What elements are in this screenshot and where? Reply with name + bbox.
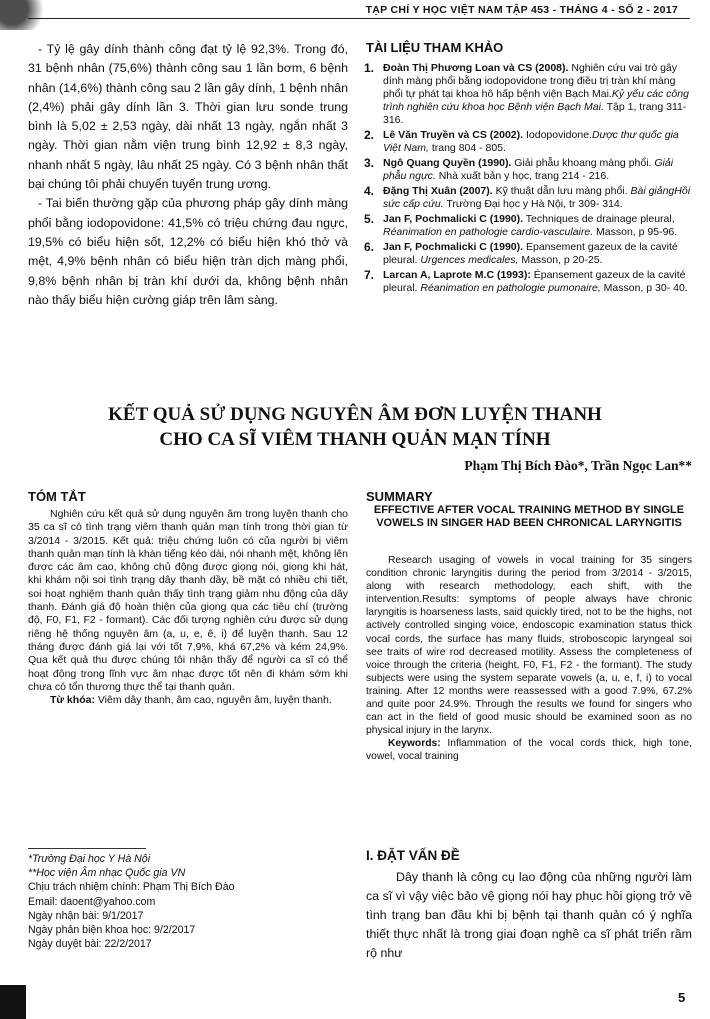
reference-item: 7. Larcan A, Laprote M.C (1993): Épansement gazeux de la cavité pleural. Réanimation en pathologie pumonaire, Masson, p 30- 40. bbox=[364, 268, 688, 294]
footnote: Email: daoent@yahoo.com bbox=[28, 895, 156, 908]
footnote: **Học viện Âm nhạc Quốc gia VN bbox=[28, 867, 186, 880]
summary-heading: SUMMARY bbox=[366, 489, 433, 504]
paragraph: Research usaging of vowels in vocal training for 35 singers condition chronic laryngitis during the period from 3/2014 - 3/2015, along with research methodology, each shift, with the intervention.Results: symptoms of people always have chronic laryngitis is hoarseness lasts, said quickly tired, not to be the highs, not actively controlled singing voice, endoscopic examination status thick vocal cords, the surface has many fluids, stroboscopic laryngeal soi see traits of wire rod decreased motility. Assess the completeness of voice through the criteria (height, F0, F1, F2 - the formant). The study subjects were using the system separate vowels (a, u, e, f, i) to vocal training. After 12 months were reassessed with a good 7.9%, 67.2% and quite poor 24.9%. Through the results we found for singers who can act in the field of good music should be examined soon as no physical injury in the larynx. bbox=[366, 555, 692, 737]
reference-item: 5. Jan F, Pochmalicki C (1990). Techniques de drainage pleural, Réanimation en pathologie cardio-vasculaire. Masson, p 95-96. bbox=[364, 212, 678, 238]
paragraph: - Tỷ lệ gây dính thành công đạt tỷ lệ 92,3%. Trong đó, 31 bệnh nhân (75,6%) thành công sau 1 lần bơm, 6 bệnh nhân (14,6%) thành công sau 2 lần gây dính, 1 bệnh nhân (2,4%) phải gây dính lần 3. Thời gian lưu sonde trung bình là 5,02 ± 2,53 ngày, dài nhất 13 ngày, ngắn nhất 3 ngày. Thời gian nằm viện trung bình 12,92 ± 8,3 ngày, nhanh nhất 5 ngày, lâu nhất 25 ngày. Có 3 bệnh nhân thất bại chúng tôi phải chuyển tuyến trung ương. bbox=[28, 42, 348, 192]
reference-item: 3. Ngô Quang Quyền (1990). Giải phẫu khoang màng phổi. Giải phẫu ngực. Nhà xuất bản y học, trang 214 - 216. bbox=[364, 156, 674, 182]
references-heading: TÀI LIỆU THAM KHẢO bbox=[366, 40, 504, 55]
footnote: Ngày phản biện khoa học: 9/2/2017 bbox=[28, 924, 196, 937]
tomtat-body bbox=[28, 508, 348, 707]
footnote: Ngày nhận bài: 9/1/2017 bbox=[28, 909, 144, 922]
summary-body bbox=[366, 554, 692, 764]
article-title-line: CHO CA SĨ VIÊM THANH QUẢN MẠN TÍNH bbox=[159, 429, 551, 450]
scan-artifact bbox=[0, 0, 60, 30]
reference-item: 6. Jan F, Pochmalicki C (1990). Epansement gazeux de la cavité pleural. Urgences medicales, Masson, p 20-25. bbox=[364, 240, 678, 266]
reference-item: 4. Đặng Thị Xuân (2007). Kỹ thuật dẫn lưu màng phổi. Bài giảngHồi sức cấp cứu. Trường Đại học y Hà Nội, tr 309- 314. bbox=[364, 184, 691, 210]
left-top-text bbox=[28, 40, 348, 310]
tomtat-heading: TÓM TẮT bbox=[28, 489, 86, 504]
article-title bbox=[0, 402, 710, 452]
article-title-line: KẾT QUẢ SỬ DỤNG NGUYÊN ÂM ĐƠN LUYỆN THANH bbox=[108, 404, 602, 425]
footnotes bbox=[28, 852, 348, 951]
footnote: *Trường Đại học Y Hà Nội bbox=[28, 853, 151, 865]
reference-item: 2. Lê Văn Truyền và CS (2002). Iodopovidone.Dược thư quốc gia Việt Nam, trang 804 - 805. bbox=[364, 128, 679, 154]
page-number: 5 bbox=[678, 990, 686, 1005]
journal-header: TẠP CHÍ Y HỌC VIỆT NAM TẬP 453 - THÁNG 4 - SỐ 2 - 2017 bbox=[365, 4, 678, 16]
scan-artifact bbox=[0, 985, 26, 1019]
footnote: Ngày duyệt bài: 22/2/2017 bbox=[28, 938, 152, 951]
footnote-rule bbox=[28, 848, 146, 849]
intro-heading: I. ĐẶT VẤN ĐỀ bbox=[366, 848, 460, 863]
summary-title: EFFECTIVE AFTER VOCAL TRAINING METHOD BY SINGLE VOWELS IN SINGER HAD BEEN CHRONICAL LARYNGITIS bbox=[373, 504, 685, 529]
intro-body bbox=[366, 868, 692, 963]
keywords-en: Keywords: Inflammation of the vocal cords thick, high tone, vowel, vocal training bbox=[366, 738, 692, 763]
keywords-vi: Từ khóa: Viêm dây thanh, âm cao, nguyên âm, luyện thanh. bbox=[50, 694, 332, 707]
reference-item: 1. Đoàn Thị Phương Loan và CS (2008). Nghiên cứu vai trò gây dính màng phổi bằng iodopovidone trong điều trị tràn khí màng phổi tự phát tại khoa hô hấp bệnh viện Bạch Mai.Kỷ yếu các công trình nghiên cứu khoa học Bệnh viện Bạch Mai. Tập 1, trang 311-316. bbox=[364, 61, 689, 126]
paragraph: Nghiên cứu kết quả sử dụng nguyên âm trong luyện thanh cho 35 ca sĩ có tình trạng viêm thanh quản mạn tính trong thời gian từ 3/2014 - 3/2015. Kết quả: triệu chứng luôn có của người bị viêm thanh quản mạn tính là khàn tiếng kéo dài, nói nhanh mệt, không lên được các âm cao, không chủ động được giọng nói, giọng khi hát, khi khám nội soi tình trạng dây thanh dầy, bề mặt có nhiều chi tiết, soi hoạt nghiệm thanh quản thấy tình trạng giảm nhu động của dây thanh. Đánh giá độ hoàn thiện của giọng qua các tiêu chí (trường độ, F0, F1, F2 - formant). Các đối tượng nghiên cứu được sử dụng riêng hệ thống nguyên âm (a, u, e, ê, i) để luyện thanh. Sau 12 tháng được đánh giá lại với tốt 7,9%, khá 67,2% và kém 24,9%. Qua kết quả thu được chúng tôi nhận thấy để người ca sĩ có thể hoạt động trong lĩnh vực âm nhạc được tốt nên đi khám sớm khi chưa có tổn thương thực thể tại thanh quản. bbox=[28, 508, 348, 693]
references-list bbox=[364, 62, 694, 297]
paragraph: Dây thanh là công cụ lao động của những người làm ca sĩ vì vậy việc bảo vệ giọng nói hay phục hồi giọng trở về tình trạng ban đầu khi bị bệnh tại thanh quản có ý nghĩa thiết thực nhất là trong giai đoạn nghề ca sĩ phát triển rầm rộ như bbox=[366, 870, 692, 960]
header-rule bbox=[28, 18, 690, 19]
paragraph: - Tai biến thường gặp của phương pháp gây dính màng phổi bằng iodopovidone: 41,5% có triệu chứng đau ngực, 19,5% có biểu hiện sốt, 12,2% có biểu hiện khó thở và mệt, 4,9% bệnh nhân có biểu hiện tràn dịch màng phổi, 9,8% bệnh nhân bị tràn khí dưới da, không bệnh nhân nào thấy biểu hiện cường giáp trên lâm sàng. bbox=[28, 196, 348, 307]
footnote: Chịu trách nhiệm chính: Phạm Thị Bích Đào bbox=[28, 881, 235, 894]
article-authors: Phạm Thị Bích Đào*, Trần Ngọc Lan** bbox=[464, 458, 692, 473]
